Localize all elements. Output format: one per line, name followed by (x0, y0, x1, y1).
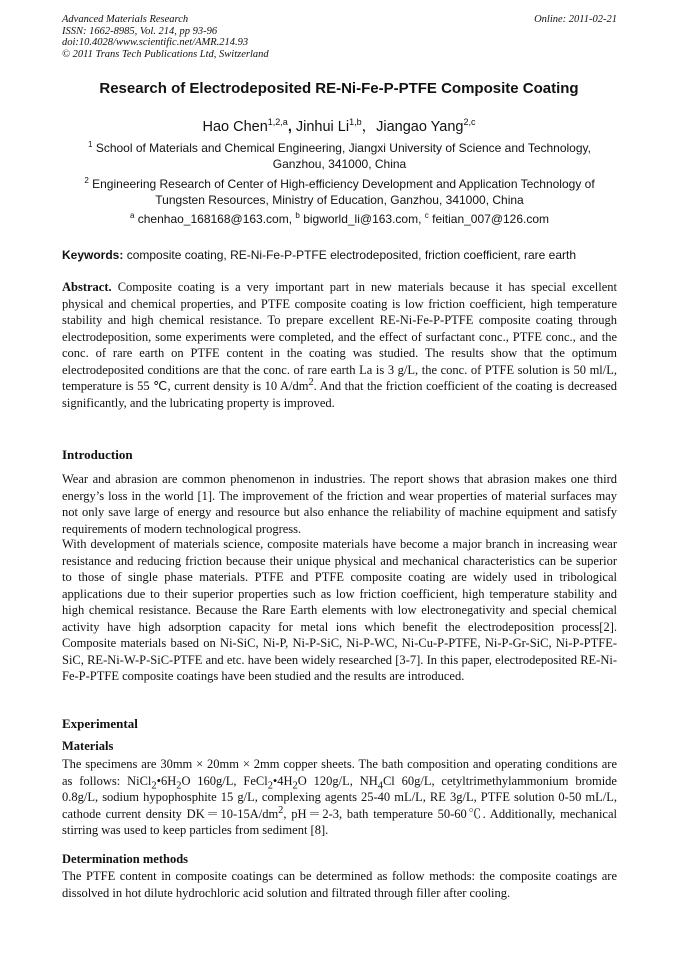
materials-text: •4H (272, 773, 293, 788)
author-list (40, 115, 638, 136)
author-name: Jinhui Li (295, 119, 350, 135)
email-line (62, 211, 617, 227)
abstract-text-end: . And that the friction coefficient of the coating is decreased significantly, and the lubricating property is improved. (62, 379, 618, 410)
subscript: 2 (292, 780, 298, 791)
affiliation-mark: 1 (88, 140, 93, 149)
keywords (62, 248, 617, 262)
online-date: Online: 2011-02-21 (534, 14, 617, 25)
journal-name: Advanced Materials Research (62, 14, 189, 25)
author-affiliation-mark: 1,b (349, 117, 362, 128)
affiliation-2 (62, 176, 617, 208)
email-mark: c (424, 211, 429, 220)
superscript: 2 (278, 804, 284, 816)
subscript: 2 (267, 780, 273, 791)
email-mark: a (129, 211, 135, 220)
materials-text: Cl 60g/L, cetyltrimethylammonium bromide 0.8g/L, sodium hypophosphite 15 g/L, complexing agents 25-40 mL/L, RE 3g/L, PTFE solution 0-50 mL/L, cathode current density DK＝10-15A/dm (62, 773, 617, 821)
paper-title: Research of Electrodeposited RE-Ni-Fe-P-PTFE Composite Coating (99, 80, 579, 97)
author-affiliation-mark: 1,2,a (267, 117, 288, 128)
copyright-line: © 2011 Trans Tech Publications Ltd, Switzerland (62, 48, 269, 60)
materials-paragraph (62, 756, 617, 839)
determination-heading: Determination methods (62, 852, 189, 866)
keywords-label: Keywords: (62, 248, 124, 262)
journal-header (62, 14, 617, 60)
author-separator: , (287, 119, 296, 135)
email: bigworld_li@163.com, (303, 212, 425, 226)
email-mark: b (295, 211, 300, 220)
subscript: 2 (151, 780, 157, 791)
abstract-sup: 2 (308, 376, 314, 388)
materials-text: The specimens are 30mm × 20mm × 2mm copper sheets. The bath composition and operating conditions are as follows: NiCl (62, 757, 617, 788)
affiliation-mark: 2 (84, 176, 89, 185)
doi-line: doi:10.4028/www.scientific.net/AMR.214.93 (62, 37, 249, 48)
email: chenhao_168168@163.com, (137, 212, 296, 226)
author-affiliation-mark: 2,c (463, 117, 476, 128)
determination-paragraph: The PTFE content in composite coatings can be determined as follow methods: the composite coatings are dissolved in hot dilute hydrochloric acid solution and filtrated through filler after cooling. (62, 869, 617, 900)
materials-text: O 120g/L, NH (297, 773, 378, 788)
materials-text: •6H (156, 773, 177, 788)
author-name: Jiangao Yang (376, 119, 464, 135)
affiliation-text: School of Materials and Chemical Engineering, Jiangxi University of Science and Technology, Ganzhou, 341000, China (95, 141, 591, 171)
introduction-paragraph-1: Wear and abrasion are common phenomenon in industries. The report shows that abrasion makes one third energy’s loss in the world [1]. The improvement of the friction and wear properties of material surfaces may not only save large of energy and resource but also enhance the reliability of machine equipment and satisfy requirements of modern technological progress. (62, 472, 617, 536)
experimental-heading: Experimental (62, 716, 138, 731)
keywords-text: composite coating, RE-Ni-Fe-P-PTFE electrodeposited, friction coefficient, rare earth (126, 248, 576, 262)
introduction-heading: Introduction (62, 447, 133, 462)
materials-text: O 160g/L, FeCl (181, 773, 268, 788)
affiliation-1 (62, 140, 617, 172)
author-separator: ， (361, 119, 377, 135)
abstract-label: Abstract. (62, 280, 112, 294)
author-name: Hao Chen (202, 119, 268, 135)
abstract-text: Composite coating is a very important part in new materials because it has special excellent physical and chemical properties, and PTFE composite coating is low friction coefficient, high temperature stability and high chemical resistance. To prepare excellent RE-Ni-Fe-P-PTFE composite coating through electrodeposition, some experiments were completed, and the effect of surfactant conc., PTFE conc., and the conc. of rare earth on PTFE content in the coating was studied. The results show that the optimum electrodeposited conditions are that the conc. of rare earth La is 3 g/L, the conc. of PTFE solution is 50 ml/L, temperature is 55 ℃, current density is 10 A/dm (62, 280, 617, 393)
materials-text: , pH＝2-3, bath temperature 50-60℃. Additionally, mechanical stirring was used to keep particles from sediment [8]. (62, 806, 617, 837)
abstract (62, 279, 617, 411)
email: feitian_007@126.com (432, 212, 550, 226)
materials-heading: Materials (62, 739, 114, 753)
subscript: 2 (176, 780, 182, 791)
affiliation-text: Engineering Research of Center of High-efficiency Development and Application Technology of Tungsten Resources, Ministry of Education, Ganzhou, 341000, China (92, 177, 595, 207)
introduction-paragraph-2: With development of materials science, composite materials have become a major branch in increasing wear resistance and reducing friction because their unique physical and mechanical characteristics can be superior to those of single phase materials. PTFE and PTFE composite coating are widely used in tribological applications due to their superior properties such as low friction coefficient, high temperature stability and high chemical resistance. Because the Rare Earth elements with low electronegativity and special chemical activity have high adsorption capacity for metal ions which benefit the electrodeposition process[2]. Composite materials based on Ni-SiC, Ni-P, Ni-P-SiC, Ni-P-WC, Ni-Cu-P-PTFE, Ni-P-Gr-SiC, Ni-P-PTFE-SiC, RE-Ni-W-P-SiC-PTFE and etc. have been widely researched [3-7]. In this paper, electrodeposited RE-Ni-Fe-P-PTFE composite coatings have been studied and the results are introduced. (62, 537, 617, 683)
issn-line: ISSN: 1662-8985, Vol. 214, pp 93-96 (62, 25, 218, 37)
subscript: 4 (377, 780, 383, 791)
